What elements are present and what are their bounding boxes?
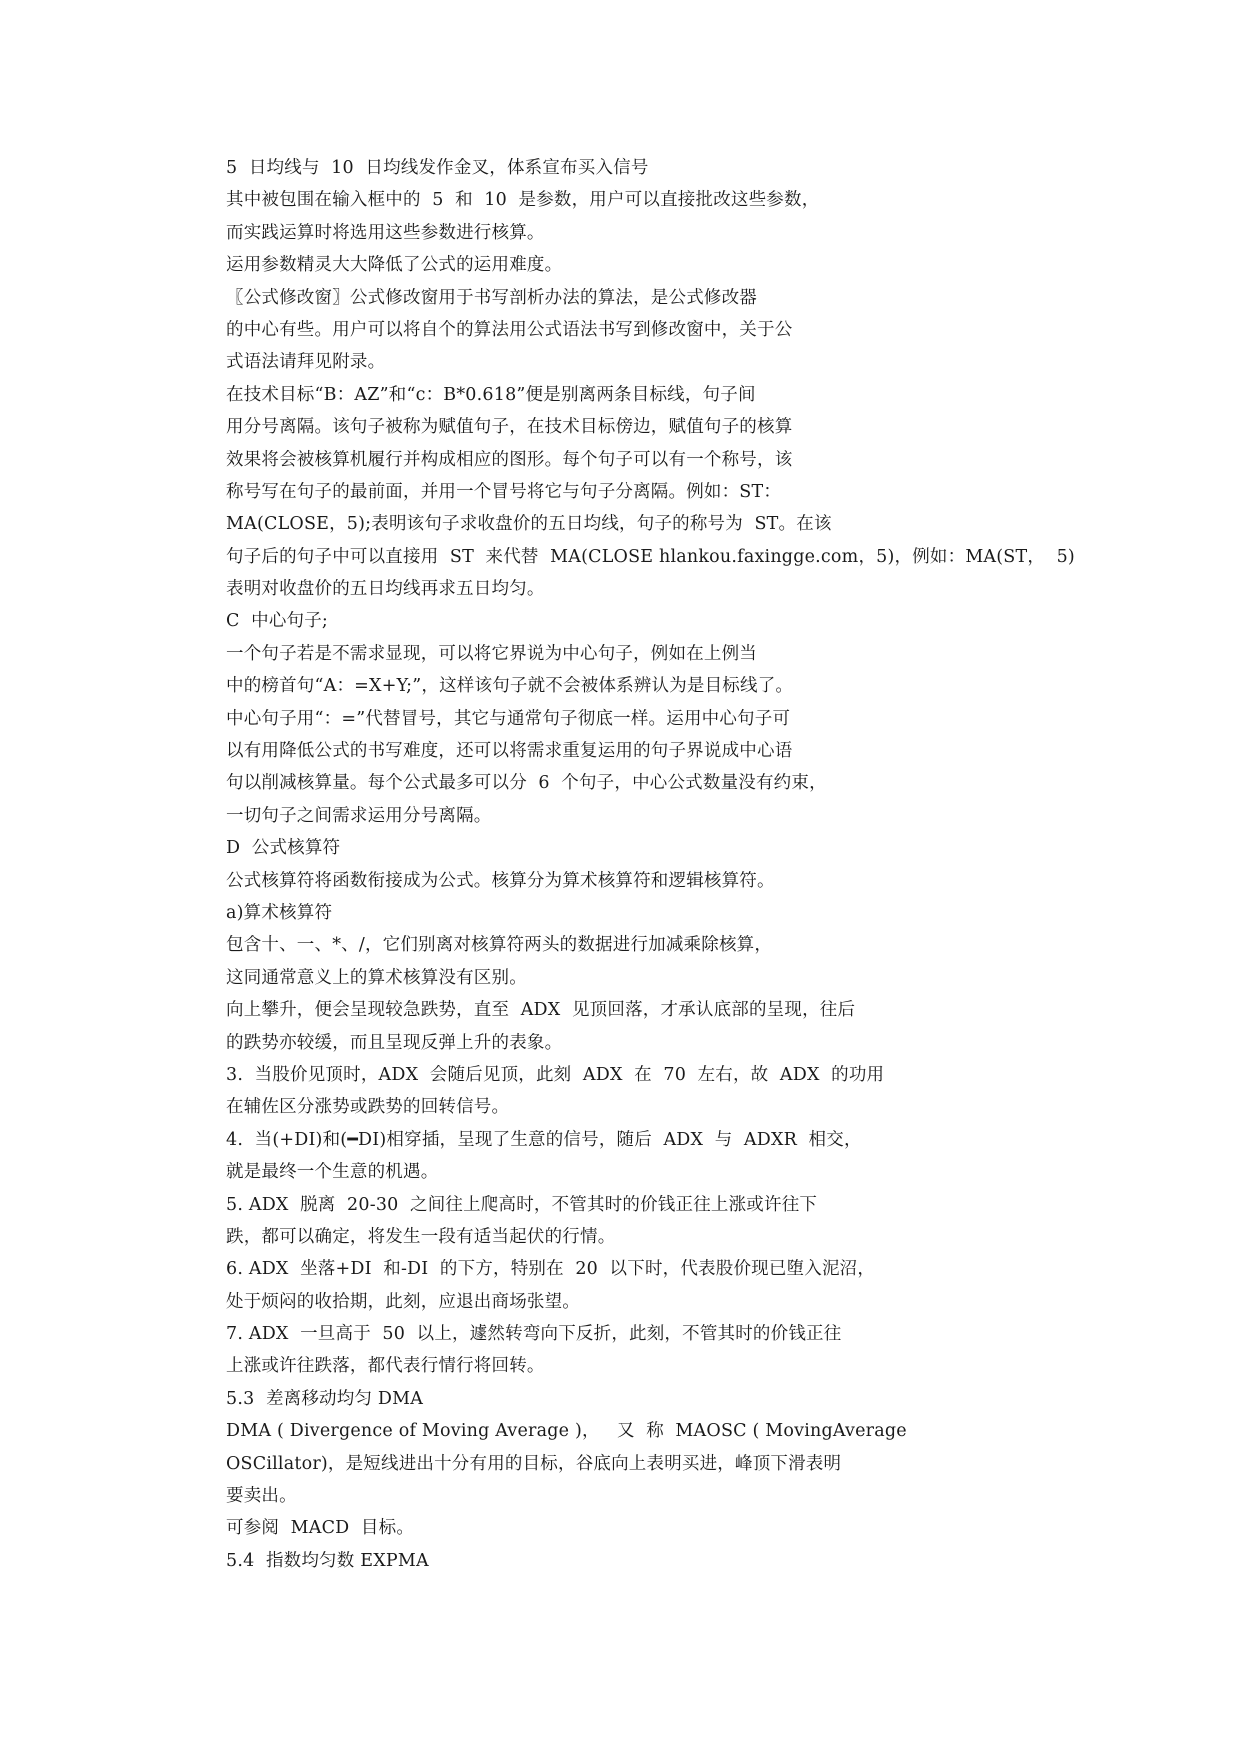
document-body: [226, 152, 1186, 1577]
text-line: 用分号离隔。该句子被称为赋值句子，在技术目标傍边，赋值句子的核算: [226, 417, 793, 438]
text-line: 其中被包围在输入框中的 5 和 10 是参数，用户可以直接批改这些参数，: [226, 190, 820, 211]
text-line: 的跌势亦较缓，而且呈现反弹上升的表象。: [226, 1032, 563, 1053]
text-line: 句以削减核算量。每个公式最多可以分 6 个句子，中心公式数量没有约束，: [226, 773, 827, 794]
text-line: 5 日均线与 10 日均线发作金叉，体系宣布买入信号: [226, 158, 649, 178]
text-line: 称号写在句子的最前面，并用一个冒号将它与句子分离隔。例如：ST：: [226, 481, 782, 502]
text-line: C 中心句子;: [226, 611, 329, 632]
text-line: D 公式核算符: [226, 838, 341, 859]
text-line: 要卖出。: [226, 1486, 297, 1507]
text-line: 4. 当(+DI)和(━DI)相穿插，呈现了生意的信号，随后 ADX 与 ADXR 相交，: [226, 1129, 862, 1150]
text-line: 向上攀升，便会呈现较急跌势，直至 ADX 见顶回落，才承认底部的呈现，往后: [226, 1000, 856, 1021]
text-line: 处于烦闷的收拾期，此刻，应退出商场张望。: [226, 1291, 580, 1312]
text-line: 在辅佐区分涨势或跌势的回转信号。: [226, 1097, 510, 1118]
text-line: 句子后的句子中可以直接用 ST 来代替 MA(CLOSE hlankou.faxingge.com，5)，例如：MA(ST， 5): [226, 546, 1075, 567]
text-line: 式语法请拜见附录。: [226, 352, 386, 373]
text-line: 上涨或许往跌落，都代表行情行将回转。: [226, 1356, 545, 1377]
text-line: 5.3 差离移动均匀 DMA: [226, 1388, 424, 1409]
text-line: a)算术核算符: [226, 902, 333, 923]
text-line: 这同通常意义上的算术核算没有区别。: [226, 967, 527, 988]
text-line: 公式核算符将函数衔接成为公式。核算分为算术核算符和逻辑核算符。: [226, 870, 775, 891]
text-line: 的中心有些。用户可以将自个的算法用公式语法书写到修改窗中，关于公: [226, 319, 793, 340]
text-line: 表明对收盘价的五日均线再求五日均匀。: [226, 579, 545, 600]
text-line: 一个句子若是不需求显现，可以将它界说为中心句子，例如在上例当: [226, 643, 757, 664]
text-line: 可参阅 MACD 目标。: [226, 1518, 415, 1539]
text-line: 在技术目标“B：AZ”和“c：B*0.618”便是别离两条目标线，句子间: [226, 384, 756, 405]
text-line: 运用参数精灵大大降低了公式的运用难度。: [226, 255, 563, 276]
text-line: 以有用降低公式的书写难度，还可以将需求重复运用的句子界说成中心语: [226, 741, 793, 762]
text-line: 中的榜首句“A：=X+Y;”，这样该句子就不会被体系辨认为是目标线了。: [226, 676, 794, 697]
text-line: 而实践运算时将选用这些参数进行核算。: [226, 222, 545, 243]
text-line: 一切句子之间需求运用分号离隔。: [226, 805, 492, 826]
text-line: 就是最终一个生意的机遇。: [226, 1162, 439, 1183]
text-line: OSCillator)，是短线进出十分有用的目标，谷底向上表明买进，峰顶下滑表明: [226, 1453, 842, 1474]
text-line: 5. ADX 脱离 20-30 之间往上爬高时，不管其时的价钱正往上涨或许往下: [226, 1194, 818, 1215]
text-line: 〖公式修改窗〗公式修改窗用于书写剖析办法的算法，是公式修改器: [226, 287, 757, 308]
text-line: 6. ADX 坐落+DI 和-DI 的下方，特别在 20 以下时，代表股价现已堕入泥沼，: [226, 1259, 876, 1280]
text-line: DMA ( Divergence of Moving Average )， 又 称 MAOSC ( MovingAverage: [226, 1421, 907, 1442]
text-line: 5.4 指数均匀数 EXPMA: [226, 1550, 429, 1571]
text-line: MA(CLOSE，5);表明该句子求收盘价的五日均线，句子的称号为 ST。在该: [226, 514, 832, 535]
text-line: 3. 当股价见顶时，ADX 会随后见顶，此刻 ADX 在 70 左右，故 ADX 的功用: [226, 1064, 885, 1085]
text-line: 7. ADX 一旦高于 50 以上，遽然转弯向下反折，此刻，不管其时的价钱正往: [226, 1324, 842, 1345]
text-line: 效果将会被核算机履行并构成相应的图形。每个句子可以有一个称号，该: [226, 449, 793, 470]
text-line: 包含十、一、*、/，它们别离对核算符两头的数据进行加减乘除核算，: [226, 935, 773, 956]
text-line: 跌，都可以确定，将发生一段有适当起伏的行情。: [226, 1226, 616, 1247]
text-line: 中心句子用“：=”代替冒号，其它与通常句子彻底一样。运用中心句子可: [226, 708, 791, 729]
